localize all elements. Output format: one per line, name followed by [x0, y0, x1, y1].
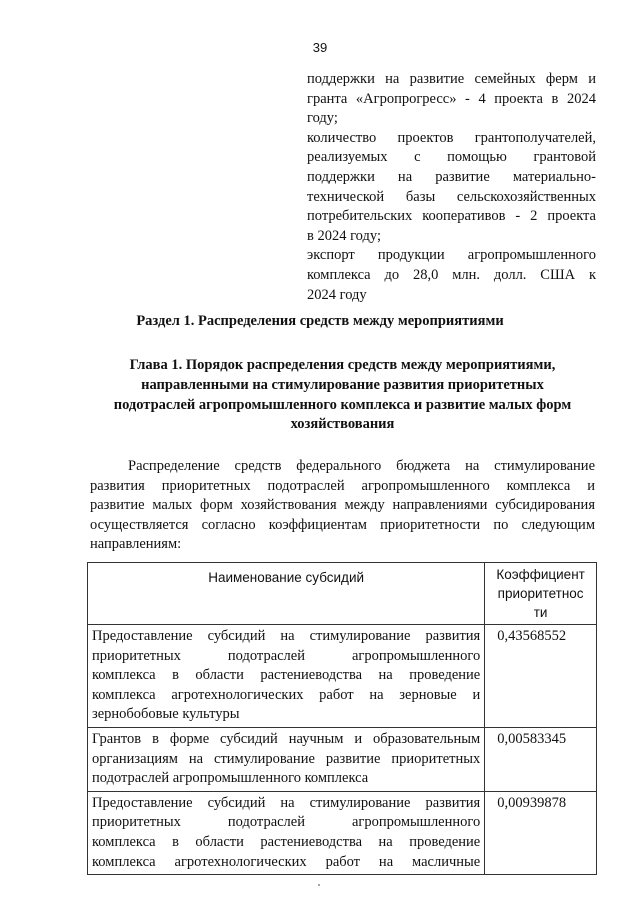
table-row — [88, 791, 597, 874]
heading-line: направленными на стимулирование развития приоритетных — [141, 376, 544, 393]
header-line: Коэффициент — [496, 567, 585, 582]
header-line: ти — [533, 605, 548, 620]
coefficient-cell: 0,43568552 — [485, 625, 597, 728]
text-line: организациям на стимулирование развитие приоритетных — [92, 750, 481, 767]
text-line: подотраслей агропромышленного комплекса — [92, 770, 369, 787]
text-line: в 2024 году; — [307, 227, 381, 244]
intro-paragraph — [90, 457, 595, 555]
coefficient-cell: 0,00939878 — [485, 791, 597, 874]
text-line: экспорт продукции агропромышленного — [307, 247, 596, 264]
scan-artifact — [318, 884, 320, 886]
heading-line: хозяйствования — [290, 416, 395, 433]
subsidy-name-cell — [88, 727, 485, 791]
text-line: году; — [307, 110, 338, 127]
text-line: поддержки на развитие материально- — [307, 168, 596, 185]
coefficient-cell: 0,00583345 — [485, 727, 597, 791]
text-line: зернобобовые культуры — [92, 706, 240, 723]
text-line: комплекса в области растениеводства на проведение — [92, 667, 481, 684]
text-line: 2024 году — [307, 286, 367, 303]
subsidy-name-cell — [88, 791, 485, 874]
table-row — [88, 625, 597, 728]
table-header-row — [88, 563, 597, 625]
text-line: комплекса агротехнологических работ на масличные — [92, 853, 481, 870]
header-line: приоритетнос — [497, 586, 584, 601]
continued-indicators-text — [307, 70, 596, 305]
heading-line: подотраслей агропромышленного комплекса и развитие малых форм — [113, 396, 572, 413]
text-line: гранта «Агропрогресс» - 4 проекта в 2024 — [307, 90, 596, 107]
text-line: реализуемых с помощью грантовой — [307, 149, 596, 166]
page-number: 39 — [312, 40, 328, 55]
text-line: комплекса до 28,0 млн. долл. США к — [307, 266, 596, 283]
text-line: развития приоритетных подотраслей агропромышленного комплекса и — [90, 477, 595, 494]
text-line: развитие малых форм хозяйствования между направлениями субсидирования — [90, 497, 595, 514]
text-line: осуществляется согласно коэффициентам приоритетности по следующим — [90, 516, 595, 533]
text-line: количество проектов грантополучателей, — [307, 129, 596, 146]
text-line: потребительских кооперативов - 2 проекта — [307, 208, 596, 225]
text-line: Предоставление субсидий на стимулирование развития — [92, 628, 481, 644]
text-line: комплекса агротехнологических работ на зерновые и — [92, 686, 481, 703]
text-line: Грантов в форме субсидий научным и образовательным — [92, 730, 481, 747]
text-line: приоритетных подотраслей агропромышленного — [92, 647, 481, 664]
text-line: приоритетных подотраслей агропромышленного — [92, 814, 481, 831]
subsidies-table — [87, 562, 597, 875]
section-heading: Раздел 1. Распределения средств между мероприятиями — [136, 313, 504, 329]
header-coefficient — [485, 563, 597, 625]
subsidy-name-cell — [88, 625, 485, 728]
text-line: Распределение средств федерального бюджета на стимулирование — [128, 458, 595, 474]
text-line: поддержки на развитие семейных ферм и — [307, 71, 596, 87]
text-line: направлениям: — [90, 536, 182, 553]
text-line: Предоставление субсидий на стимулирование развития — [92, 794, 481, 811]
heading-line: Глава 1. Порядок распределения средств между мероприятиями, — [129, 357, 556, 373]
text-line: технической базы сельскохозяйственных — [307, 188, 596, 205]
chapter-heading — [90, 356, 595, 435]
text-line: комплекса в области растениеводства на проведение — [92, 833, 481, 850]
table-row — [88, 727, 597, 791]
header-subsidy-name: Наименование субсидий — [88, 563, 485, 625]
